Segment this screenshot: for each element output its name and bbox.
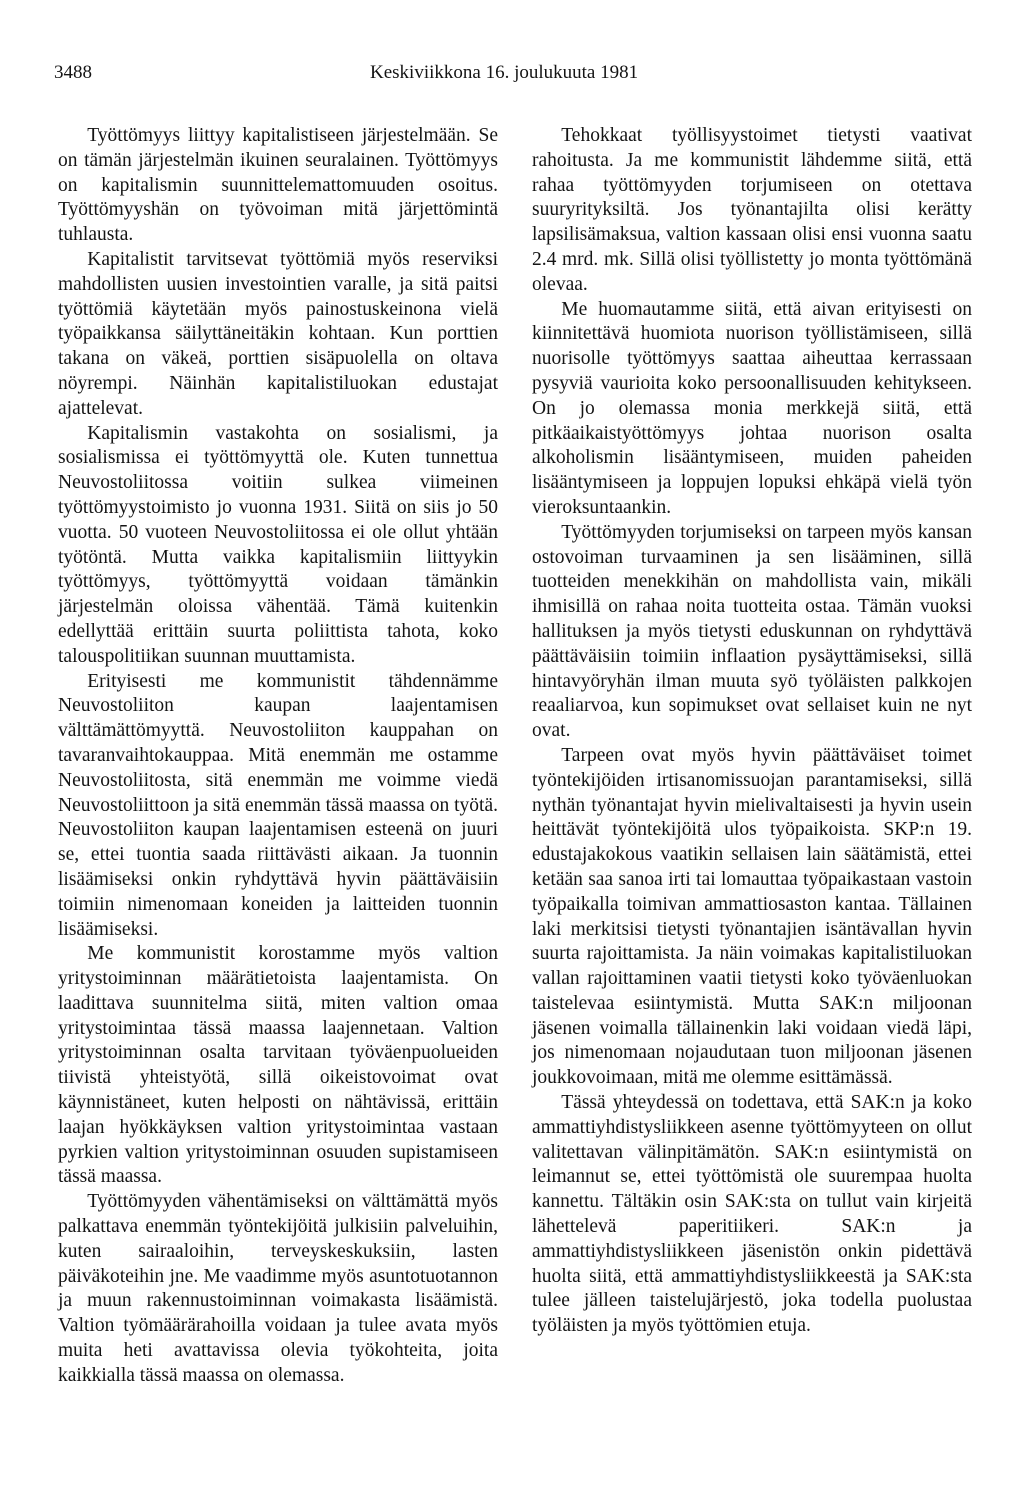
page-header: [54, 62, 974, 92]
session-date: Keskiviikkona 16. joulukuuta 1981: [370, 62, 639, 83]
left-column: [58, 124, 498, 1389]
paragraph: Me huomautamme siitä, että aivan erityisesti on kiinnitettävä huomiota nuorison työllistämiseen, sillä nuorisolle työttömyys saattaa aiheuttaa kerrassaan pysyviä vaurioita koko persoonallisuuden kehitykseen. On jo olemassa monia merkkejä siitä, että pitkäaikaistyöttömyys johtaa nuorison osalta alkoholismin lisääntymiseen, muiden paheiden lisääntymiseen ja loppujen lopuksi ehkäpä vielä työn vieroksuntaankin.: [532, 298, 972, 518]
page-number: 3488: [54, 62, 92, 83]
paragraph: Me kommunistit korostamme myös valtion yritystoiminnan määrätietoista laajentamista. On laadittava suunnitelma siitä, miten valtion omaa yritystoimintaa tässä maassa laajennetaan. Valtion yritystoiminnan osalta tarvitaan työväenpuolueiden tiivistä yhteistyötä, sillä oikeistovoimat ovat käynnistäneet, kuten helposti on nähtävissä, erittäin laajan hyökkäyksen valtion yritystoimintaa vastaan pyrkien valtion yritystoiminnan osuuden supistamiseen tässä maassa.: [58, 943, 498, 1188]
paragraph: Tehokkaat työllisyystoimet tietysti vaativat rahoitusta. Ja me kommunistit lähdemme siitä, että rahaa työttömyyden torjumiseen on otettava suuryrityksiltä. Jos työnantajilta olisi kerätty lapsilisämaksua, valtion kassaan olisi ensi vuonna saatu 2.4 mrd. mk. Sillä olisi työllistetty jo monta työttömänä olevaa.: [532, 125, 972, 295]
paragraph: Tässä yhteydessä on todettava, että SAK:n ja koko ammattiyhdistysliikkeen asenne työttömyyteen on ollut valitettavan välinpitämätön. SAK:n esiintymistä on leimannut se, ettei työttömistä ole suurempaa huolta kannettu. Tältäkin osin SAK:sta on tullut vain kirjeitä lähettelevä paperitiikeri. SAK:n ja ammattiyhdistysliikkeen jäsenistön onkin pidettävä huolta siitä, että ammattiyhdistysliikkeestä ja SAK:sta tulee jälleen taistelujärjestö, joka todella puolustaa työläisten ja myös työttömien etuja.: [532, 1092, 972, 1337]
paragraph: Tarpeen ovat myös hyvin päättäväiset toimet työntekijöiden irtisanomissuojan parantamiseksi, sillä nythän työnantajat hyvin mielivaltaisesti ja hyvin usein heittävät työntekijöitä ulos työpaikoista. SKP:n 19. edustajakokous vaatikin sellaisen lain säätämistä, ettei ketään saa sanoa irti tai lomauttaa työpaikastaan vastoin työpaikalla toimivan ammattiosaston kantaa. Tällainen laki merkitsisi tietysti työnantajien isäntävallan hyvin suurta rajoittamista. Ja näin voimakas kapitalistiluokan vallan rajoittaminen vaatii tietysti koko työväenluokan taistelevaa esiintymistä. Mutta SAK:n miljoonan jäsenen voimalla tällainenkin laki voidaan viedä läpi, jos nimenomaan nojaudutaan tuon miljoonan jäsenen joukkovoimaan, mitä me olemme esittämässä.: [532, 744, 972, 1089]
paragraph: Työttömyyden vähentämiseksi on välttämättä myös palkattava enemmän työntekijöitä julkisiin palveluihin, kuten sairaaloihin, terveyskeskuksiin, lasten päiväkoteihin jne. Me vaadimme myös asuntotuotannon ja muun rakennustoiminnan voimakasta lisäämistä. Valtion työmäärärahoilla voidaan ja tulee avata myös muita heti avattavissa olevia työkohteita, joita kaikkialla tässä maassa on olemassa.: [58, 1191, 498, 1386]
paragraph: Kapitalismin vastakohta on sosialismi, ja sosialismissa ei työttömyyttä ole. Kuten tunnettua Neuvostoliitossa voitiin sulkea viimeinen työttömyystoimisto jo vuonna 1931. Siitä on siis jo 50 vuotta. 50 vuoteen Neuvostoliitossa ei ole ollut yhtään työtöntä. Mutta vaikka kapitalismiin liittyykin työttömyys, työttömyyttä voidaan tämänkin järjestelmän oloissa vähentää. Tämä kuitenkin edellyttää erittäin suurta poliittista tahota, koko talouspolitiikan suunnan muuttamista.: [58, 422, 498, 667]
paragraph: Erityisesti me kommunistit tähdennämme Neuvostoliiton kaupan laajentamisen välttämättömyyttä. Neuvostoliiton kauppahan on tavaranvaihtokauppaa. Mitä enemmän me ostamme Neuvostoliitosta, sitä enemmän me voimme viedä Neuvostoliittoon ja sitä enemmän tässä maassa on työtä. Neuvostoliiton kaupan laajentamisen esteenä on juuri se, ettei tuontia saada riittävästi aikaan. Ja tuonnin lisäämiseksi onkin ryhdyttävä hyvin päättäväisiin toimiin nimenomaan koneiden ja laitteiden tuonnin lisäämiseksi.: [58, 670, 498, 940]
paragraph: Työttömyyden torjumiseksi on tarpeen myös kansan ostovoiman turvaaminen ja sen lisääminen, sillä tuotteiden menekkihän on mahdollista vain, mikäli ihmisillä on rahaa noita tuotteita ostaa. Tämän vuoksi hallituksen ja myös tietysti eduskunnan on ryhdyttävä päättäväisiin toimiin inflaation pysäyttämiseksi, sillä hintavyöryhän ilman muuta syö työläisten palkkojen reaaliarvoa, kun sopimukset ovat sellaiset kuin ne nyt ovat.: [532, 521, 972, 742]
paragraph: Kapitalistit tarvitsevat työttömiä myös reserviksi mahdollisten uusien investointien varalle, ja sitä paitsi työttömiä käytetään myös painostuskeinona vielä työpaikkansa säilyttäneitäkin kohtaan. Kun porttien takana on väkeä, porttien sisäpuolella on oltava nöyrempi. Näinhän kapitalistiluokan edustajat ajattelevat.: [58, 248, 498, 419]
paragraph: Työttömyys liittyy kapitalistiseen järjestelmään. Se on tämän järjestelmän ikuinen seuralainen. Työttömyys on kapitalismin suunnittelemattomuuden osoitus. Työttömyyshän on työvoiman mitä järjettömintä tuhlausta.: [58, 125, 498, 246]
right-column: [532, 124, 972, 1339]
